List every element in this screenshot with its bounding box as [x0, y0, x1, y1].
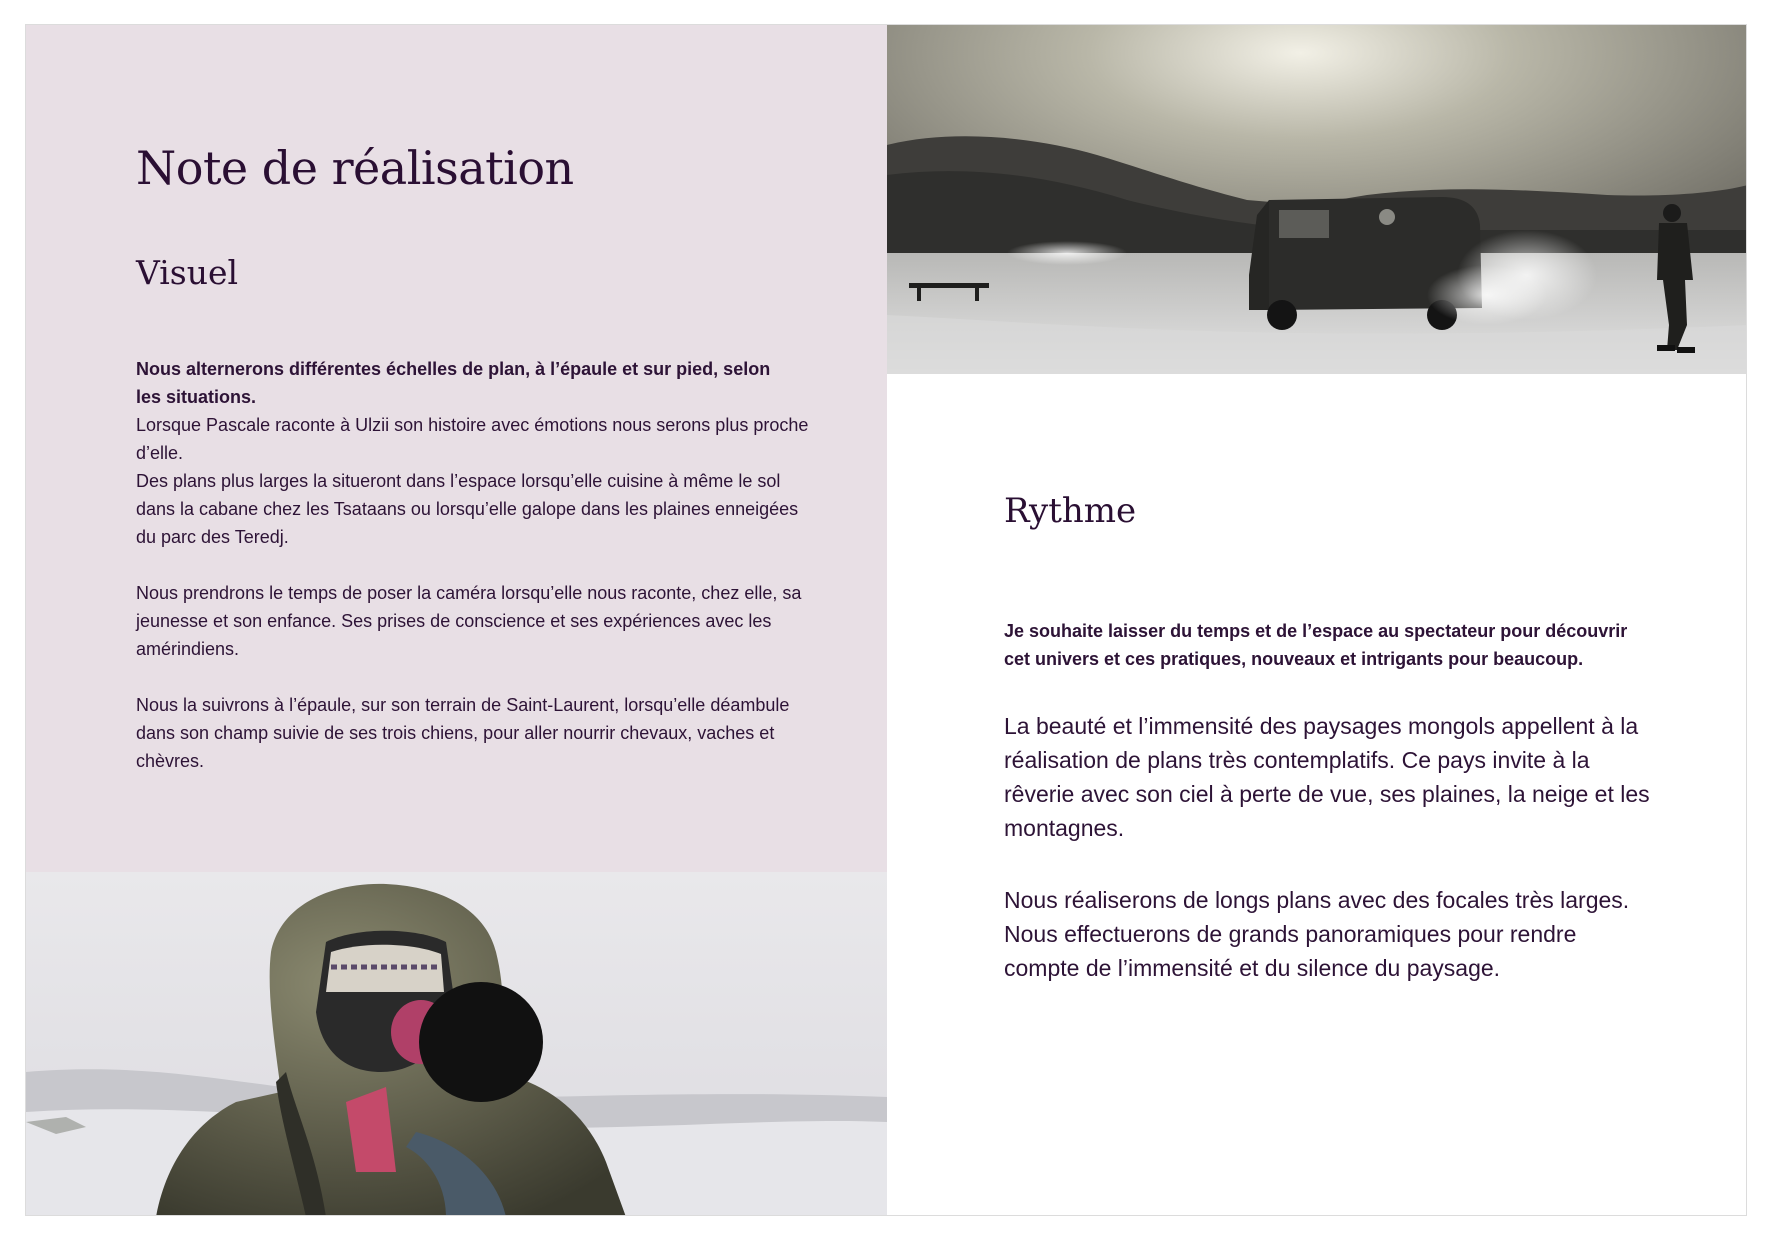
van-landscape-photo [887, 25, 1747, 374]
visuel-paragraph: Nous prendrons le temps de poser la caméra lorsqu’elle nous raconte, chez elle, sa jeunesse et son enfance. Ses prises de conscience et ses expériences avec les amérindiens. [136, 583, 802, 659]
visuel-paragraph: Nous la suivrons à l’épaule, sur son terrain de Saint-Laurent, lorsqu’elle déambule dans son champ suivie de ses trois chiens, pour aller nourrir chevaux, vaches et chèvres. [136, 695, 790, 771]
visuel-heading: Visuel [136, 253, 239, 292]
visuel-paragraph: Des plans plus larges la situeront dans l’espace lorsqu’elle cuisine à même le sol dans la cabane chez les Tsataans ou lorsqu’elle galope dans les plaines enneigées du parc des Teredj. [136, 471, 799, 547]
rythme-paragraph: Nous réaliserons de longs plans avec des focales très larges. Nous effectuerons de grands panoramiques pour rendre compte de l’immensité et du silence du paysage. [1004, 887, 1630, 981]
rythme-heading: Rythme [1004, 491, 1137, 531]
document-page [25, 24, 1747, 1216]
rythme-lead: Je souhaite laisser du temps et de l’espace au spectateur pour découvrir cet univers et ces pratiques, nouveaux et intrigants pour beaucoup. [1004, 621, 1628, 669]
rythme-paragraph: La beauté et l’immensité des paysages mongols appellent à la réalisation de plans très contemplatifs. Ce pays invite à la rêverie avec son ciel à perte de vue, ses plaines, la neige et les montagnes. [1004, 713, 1650, 841]
visuel-lead: Nous alternerons différentes échelles de plan, à l’épaule et sur pied, selon les situations. [136, 359, 771, 407]
page-title: Note de réalisation [136, 141, 574, 195]
visuel-paragraph: Lorsque Pascale raconte à Ulzii son histoire avec émotions nous serons plus proche d’elle. [136, 415, 809, 463]
winter-portrait-photo [26, 872, 887, 1216]
